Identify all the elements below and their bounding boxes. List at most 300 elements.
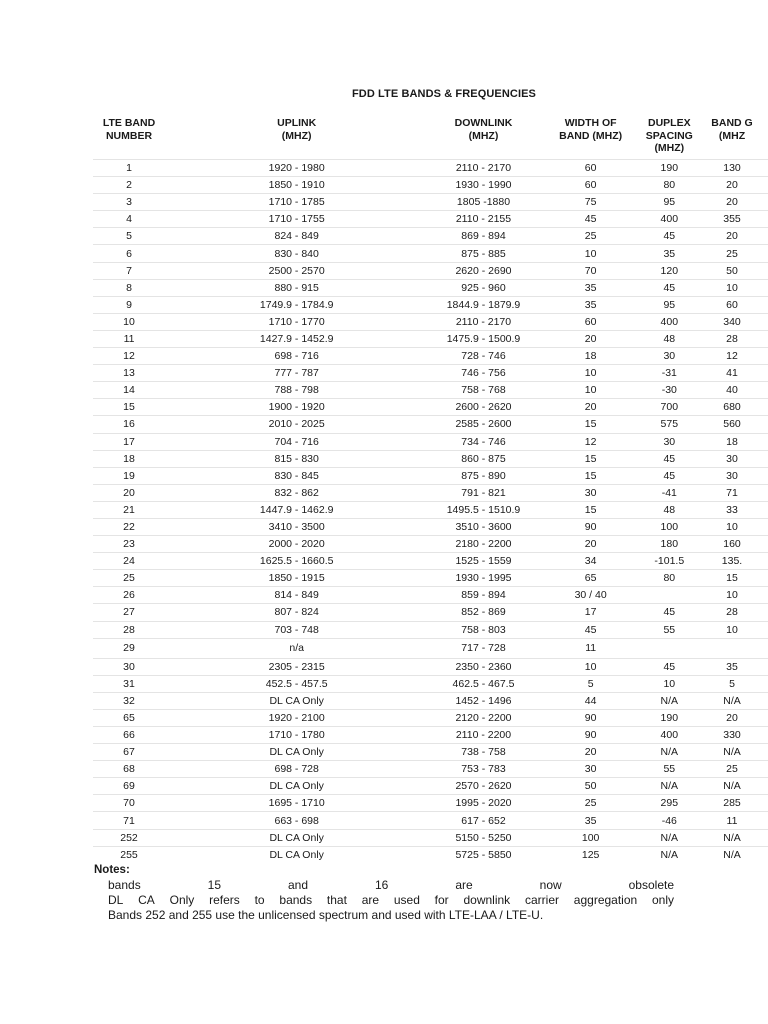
- cell-band-number: 31: [93, 675, 165, 692]
- cell-band-gap: 160: [696, 536, 768, 553]
- cell-band-number: 71: [93, 812, 165, 829]
- cell-duplex-spacing: 400: [643, 211, 696, 228]
- note-word: 15: [207, 878, 222, 892]
- cell-band-gap: [696, 638, 768, 658]
- note-word: carrier: [524, 893, 559, 907]
- cell-duplex-spacing: 700: [643, 399, 696, 416]
- cell-band-number: 14: [93, 382, 165, 399]
- cell-uplink: 452.5 - 457.5: [165, 675, 428, 692]
- cell-band-width: 15: [539, 416, 643, 433]
- header-band-width: [539, 117, 643, 160]
- cell-downlink: 2585 - 2600: [428, 416, 538, 433]
- cell-band-gap: 11: [696, 812, 768, 829]
- cell-band-width: 18: [539, 348, 643, 365]
- cell-downlink: 738 - 758: [428, 744, 538, 761]
- cell-band-gap: 50: [696, 262, 768, 279]
- cell-band-number: 8: [93, 279, 165, 296]
- cell-band-gap: 35: [696, 658, 768, 675]
- cell-uplink: 830 - 840: [165, 245, 428, 262]
- cell-band-width: 20: [539, 536, 643, 553]
- table-row: [93, 675, 768, 692]
- cell-downlink: 2110 - 2170: [428, 313, 538, 330]
- table-row: [93, 829, 768, 846]
- note-word: bands: [108, 878, 141, 892]
- cell-duplex-spacing: 80: [643, 177, 696, 194]
- cell-band-number: 26: [93, 587, 165, 604]
- header-band-gap-line: BAND G: [711, 117, 753, 129]
- note-word: to: [254, 893, 265, 907]
- cell-band-gap: N/A: [696, 744, 768, 761]
- cell-band-number: 255: [93, 846, 165, 863]
- cell-band-width: 30 / 40: [539, 587, 643, 604]
- cell-duplex-spacing: 95: [643, 296, 696, 313]
- note-word: aggregation: [573, 893, 638, 907]
- cell-band-gap: 40: [696, 382, 768, 399]
- cell-duplex-spacing: 45: [643, 279, 696, 296]
- cell-band-width: 35: [539, 812, 643, 829]
- note-word: are: [455, 878, 473, 892]
- cell-band-width: 10: [539, 365, 643, 382]
- table-row: [93, 330, 768, 347]
- cell-band-gap: 10: [696, 621, 768, 638]
- cell-downlink: 462.5 - 467.5: [428, 675, 538, 692]
- cell-uplink: 1695 - 1710: [165, 795, 428, 812]
- cell-downlink: 746 - 756: [428, 365, 538, 382]
- cell-downlink: 2110 - 2170: [428, 160, 538, 177]
- cell-duplex-spacing: 30: [643, 433, 696, 450]
- cell-uplink: 880 - 915: [165, 279, 428, 296]
- cell-uplink: 1710 - 1780: [165, 727, 428, 744]
- cell-band-gap: N/A: [696, 692, 768, 709]
- cell-band-width: 10: [539, 245, 643, 262]
- cell-downlink: 869 - 894: [428, 228, 538, 245]
- cell-duplex-spacing: -41: [643, 484, 696, 501]
- note-word: only: [651, 893, 674, 907]
- cell-band-gap: 28: [696, 604, 768, 621]
- table-row: [93, 194, 768, 211]
- note-word: and: [288, 878, 309, 892]
- table-body: [93, 160, 768, 863]
- cell-downlink: 852 - 869: [428, 604, 538, 621]
- cell-duplex-spacing: 295: [643, 795, 696, 812]
- cell-uplink: 777 - 787: [165, 365, 428, 382]
- table-row: [93, 416, 768, 433]
- cell-band-width: 35: [539, 296, 643, 313]
- header-uplink: [165, 117, 428, 160]
- cell-duplex-spacing: 45: [643, 604, 696, 621]
- cell-duplex-spacing: 30: [643, 348, 696, 365]
- lte-bands-table: [93, 117, 768, 863]
- cell-duplex-spacing: 95: [643, 194, 696, 211]
- cell-duplex-spacing: 48: [643, 501, 696, 518]
- cell-band-width: 5: [539, 675, 643, 692]
- cell-uplink: 3410 - 3500: [165, 518, 428, 535]
- cell-duplex-spacing: [643, 587, 696, 604]
- cell-band-width: 12: [539, 433, 643, 450]
- header-downlink: [428, 117, 538, 160]
- table-row: [93, 450, 768, 467]
- note-word: CA: [138, 893, 155, 907]
- cell-band-width: 45: [539, 211, 643, 228]
- cell-uplink: 1427.9 - 1452.9: [165, 330, 428, 347]
- cell-downlink: 5150 - 5250: [428, 829, 538, 846]
- cell-band-width: 11: [539, 638, 643, 658]
- cell-band-width: 20: [539, 330, 643, 347]
- cell-band-gap: 285: [696, 795, 768, 812]
- cell-downlink: 1995 - 2020: [428, 795, 538, 812]
- table-row: [93, 399, 768, 416]
- cell-uplink: 830 - 845: [165, 467, 428, 484]
- table-row: [93, 812, 768, 829]
- note-word: obsolete: [628, 878, 674, 892]
- cell-duplex-spacing: 575: [643, 416, 696, 433]
- cell-band-number: 25: [93, 570, 165, 587]
- cell-band-gap: 20: [696, 194, 768, 211]
- cell-band-number: 21: [93, 501, 165, 518]
- cell-uplink: n/a: [165, 638, 428, 658]
- cell-uplink: 703 - 748: [165, 621, 428, 638]
- header-duplex-spacing: [643, 117, 696, 160]
- table-row: [93, 709, 768, 726]
- cell-band-gap: 10: [696, 587, 768, 604]
- cell-band-number: 68: [93, 761, 165, 778]
- table-row: [93, 658, 768, 675]
- cell-downlink: 1525 - 1559: [428, 553, 538, 570]
- cell-band-number: 32: [93, 692, 165, 709]
- table-row: [93, 245, 768, 262]
- cell-band-width: 35: [539, 279, 643, 296]
- cell-uplink: 1850 - 1915: [165, 570, 428, 587]
- cell-downlink: 2620 - 2690: [428, 262, 538, 279]
- cell-band-width: 20: [539, 399, 643, 416]
- header-band-gap-line: (MHZ: [718, 129, 746, 142]
- cell-downlink: 875 - 885: [428, 245, 538, 262]
- cell-duplex-spacing: 45: [643, 467, 696, 484]
- cell-duplex-spacing: 100: [643, 518, 696, 535]
- cell-band-gap: 25: [696, 245, 768, 262]
- cell-band-number: 23: [93, 536, 165, 553]
- cell-downlink: 925 - 960: [428, 279, 538, 296]
- cell-band-width: 90: [539, 518, 643, 535]
- cell-duplex-spacing: 190: [643, 709, 696, 726]
- cell-duplex-spacing: 55: [643, 761, 696, 778]
- cell-duplex-spacing: 400: [643, 727, 696, 744]
- notes-label: Notes:: [94, 864, 130, 876]
- table-row: [93, 621, 768, 638]
- cell-band-number: 1: [93, 160, 165, 177]
- cell-duplex-spacing: 55: [643, 621, 696, 638]
- header-duplex-spacing-line: DUPLEX: [648, 117, 691, 129]
- cell-band-gap: 340: [696, 313, 768, 330]
- cell-band-gap: 355: [696, 211, 768, 228]
- table-row: [93, 638, 768, 658]
- cell-band-width: 60: [539, 160, 643, 177]
- cell-uplink: 814 - 849: [165, 587, 428, 604]
- cell-band-number: 24: [93, 553, 165, 570]
- cell-downlink: 2600 - 2620: [428, 399, 538, 416]
- header-band-width-line: WIDTH OF: [564, 117, 617, 129]
- cell-uplink: 1850 - 1910: [165, 177, 428, 194]
- cell-band-gap: 20: [696, 228, 768, 245]
- header-downlink-line: DOWNLINK: [454, 117, 513, 129]
- cell-downlink: 2350 - 2360: [428, 658, 538, 675]
- cell-duplex-spacing: 35: [643, 245, 696, 262]
- cell-downlink: 1930 - 1990: [428, 177, 538, 194]
- cell-band-number: 65: [93, 709, 165, 726]
- cell-downlink: 1930 - 1995: [428, 570, 538, 587]
- cell-band-width: 15: [539, 450, 643, 467]
- cell-band-width: 15: [539, 467, 643, 484]
- cell-band-number: 27: [93, 604, 165, 621]
- table-row: [93, 501, 768, 518]
- cell-downlink: 734 - 746: [428, 433, 538, 450]
- cell-band-gap: 18: [696, 433, 768, 450]
- page-title: FDD LTE BANDS & FREQUENCIES: [351, 88, 536, 100]
- cell-downlink: 728 - 746: [428, 348, 538, 365]
- table-row: [93, 484, 768, 501]
- cell-band-number: 10: [93, 313, 165, 330]
- note-dl-ca-only: [108, 893, 674, 908]
- cell-band-number: 13: [93, 365, 165, 382]
- cell-downlink: 2110 - 2155: [428, 211, 538, 228]
- cell-band-gap: 10: [696, 279, 768, 296]
- cell-downlink: 2110 - 2200: [428, 727, 538, 744]
- cell-duplex-spacing: -46: [643, 812, 696, 829]
- cell-band-gap: 680: [696, 399, 768, 416]
- cell-band-number: 7: [93, 262, 165, 279]
- header-uplink-line: UPLINK: [277, 117, 317, 129]
- cell-band-gap: 71: [696, 484, 768, 501]
- table-row: [93, 313, 768, 330]
- note-word: downlink: [463, 893, 511, 907]
- cell-duplex-spacing: -30: [643, 382, 696, 399]
- cell-downlink: 617 - 652: [428, 812, 538, 829]
- cell-duplex-spacing: 45: [643, 228, 696, 245]
- cell-downlink: 791 - 821: [428, 484, 538, 501]
- note-obsolete-bands: [108, 878, 674, 893]
- cell-band-number: 5: [93, 228, 165, 245]
- table-row: [93, 744, 768, 761]
- cell-band-gap: 60: [696, 296, 768, 313]
- cell-band-number: 9: [93, 296, 165, 313]
- table-row: [93, 727, 768, 744]
- cell-uplink: 815 - 830: [165, 450, 428, 467]
- header-band-gap: [696, 117, 768, 160]
- cell-band-number: 22: [93, 518, 165, 535]
- cell-duplex-spacing: 45: [643, 450, 696, 467]
- cell-band-number: 20: [93, 484, 165, 501]
- header-downlink-line: (MHZ): [468, 129, 499, 142]
- cell-band-width: 65: [539, 570, 643, 587]
- cell-uplink: DL CA Only: [165, 692, 428, 709]
- cell-uplink: DL CA Only: [165, 829, 428, 846]
- cell-band-width: 70: [539, 262, 643, 279]
- cell-band-number: 69: [93, 778, 165, 795]
- cell-uplink: 1749.9 - 1784.9: [165, 296, 428, 313]
- table-row: [93, 433, 768, 450]
- cell-duplex-spacing: -31: [643, 365, 696, 382]
- table-row: [93, 846, 768, 863]
- cell-band-width: 45: [539, 621, 643, 638]
- note-word: for: [434, 893, 449, 907]
- cell-band-gap: N/A: [696, 778, 768, 795]
- table-row: [93, 228, 768, 245]
- note-word: DL: [108, 893, 124, 907]
- cell-uplink: DL CA Only: [165, 846, 428, 863]
- cell-downlink: 1495.5 - 1510.9: [428, 501, 538, 518]
- table-row: [93, 604, 768, 621]
- cell-uplink: DL CA Only: [165, 778, 428, 795]
- table-row: [93, 587, 768, 604]
- table-row: [93, 692, 768, 709]
- cell-band-number: 15: [93, 399, 165, 416]
- cell-band-gap: N/A: [696, 846, 768, 863]
- cell-band-width: 50: [539, 778, 643, 795]
- cell-uplink: 698 - 716: [165, 348, 428, 365]
- note-word: bands: [279, 893, 313, 907]
- cell-band-number: 12: [93, 348, 165, 365]
- cell-uplink: 2010 - 2025: [165, 416, 428, 433]
- cell-downlink: 5725 - 5850: [428, 846, 538, 863]
- cell-band-number: 17: [93, 433, 165, 450]
- cell-uplink: 1447.9 - 1462.9: [165, 501, 428, 518]
- cell-downlink: 2570 - 2620: [428, 778, 538, 795]
- cell-uplink: 663 - 698: [165, 812, 428, 829]
- table-row: [93, 382, 768, 399]
- table-row: [93, 553, 768, 570]
- cell-uplink: 807 - 824: [165, 604, 428, 621]
- cell-band-width: 25: [539, 228, 643, 245]
- cell-downlink: 758 - 803: [428, 621, 538, 638]
- table-row: [93, 761, 768, 778]
- cell-duplex-spacing: 48: [643, 330, 696, 347]
- cell-band-width: 30: [539, 484, 643, 501]
- cell-uplink: DL CA Only: [165, 744, 428, 761]
- cell-duplex-spacing: 80: [643, 570, 696, 587]
- cell-band-number: 18: [93, 450, 165, 467]
- cell-downlink: 860 - 875: [428, 450, 538, 467]
- cell-downlink: 758 - 768: [428, 382, 538, 399]
- cell-band-gap: 25: [696, 761, 768, 778]
- table-row: [93, 211, 768, 228]
- cell-downlink: 717 - 728: [428, 638, 538, 658]
- table-header-row: [93, 117, 768, 160]
- cell-uplink: 1710 - 1785: [165, 194, 428, 211]
- cell-band-width: 44: [539, 692, 643, 709]
- cell-band-width: 60: [539, 313, 643, 330]
- cell-band-width: 20: [539, 744, 643, 761]
- cell-band-width: 75: [539, 194, 643, 211]
- cell-band-number: 16: [93, 416, 165, 433]
- note-word: 16: [375, 878, 389, 892]
- cell-band-width: 125: [539, 846, 643, 863]
- cell-band-width: 30: [539, 761, 643, 778]
- header-duplex-spacing-line: (MHZ): [654, 142, 685, 154]
- cell-band-number: 29: [93, 638, 165, 658]
- cell-downlink: 2120 - 2200: [428, 709, 538, 726]
- cell-duplex-spacing: [643, 638, 696, 658]
- cell-band-number: 11: [93, 330, 165, 347]
- cell-uplink: 698 - 728: [165, 761, 428, 778]
- header-band-number-line: NUMBER: [105, 129, 153, 142]
- cell-downlink: 875 - 890: [428, 467, 538, 484]
- cell-band-width: 60: [539, 177, 643, 194]
- note-word: that: [326, 893, 347, 907]
- cell-duplex-spacing: 10: [643, 675, 696, 692]
- cell-duplex-spacing: 180: [643, 536, 696, 553]
- cell-downlink: 1844.9 - 1879.9: [428, 296, 538, 313]
- note-word: are: [361, 893, 380, 907]
- table-row: [93, 365, 768, 382]
- cell-band-width: 34: [539, 553, 643, 570]
- cell-band-gap: 330: [696, 727, 768, 744]
- cell-band-gap: 12: [696, 348, 768, 365]
- header-band-width-line: BAND (MHZ): [559, 129, 623, 142]
- cell-band-number: 4: [93, 211, 165, 228]
- cell-band-number: 70: [93, 795, 165, 812]
- table-row: [93, 348, 768, 365]
- cell-duplex-spacing: -101.5: [643, 553, 696, 570]
- cell-uplink: 824 - 849: [165, 228, 428, 245]
- cell-band-gap: 28: [696, 330, 768, 347]
- header-uplink-line: (MHZ): [281, 129, 312, 142]
- table-row: [93, 160, 768, 177]
- cell-band-number: 6: [93, 245, 165, 262]
- cell-band-width: 90: [539, 709, 643, 726]
- cell-band-width: 10: [539, 382, 643, 399]
- cell-downlink: 3510 - 3600: [428, 518, 538, 535]
- cell-band-number: 66: [93, 727, 165, 744]
- cell-band-number: 2: [93, 177, 165, 194]
- table-row: [93, 536, 768, 553]
- cell-duplex-spacing: N/A: [643, 692, 696, 709]
- cell-band-width: 90: [539, 727, 643, 744]
- note-word: refers: [209, 893, 240, 907]
- cell-uplink: 2500 - 2570: [165, 262, 428, 279]
- cell-band-width: 25: [539, 795, 643, 812]
- cell-band-gap: 10: [696, 518, 768, 535]
- cell-band-gap: 5: [696, 675, 768, 692]
- cell-uplink: 1920 - 2100: [165, 709, 428, 726]
- cell-duplex-spacing: N/A: [643, 846, 696, 863]
- cell-band-gap: 560: [696, 416, 768, 433]
- note-word: Only: [169, 893, 195, 907]
- table-row: [93, 467, 768, 484]
- cell-uplink: 832 - 862: [165, 484, 428, 501]
- cell-downlink: 1475.9 - 1500.9: [428, 330, 538, 347]
- cell-band-gap: N/A: [696, 829, 768, 846]
- cell-uplink: 2000 - 2020: [165, 536, 428, 553]
- cell-duplex-spacing: N/A: [643, 744, 696, 761]
- cell-downlink: 2180 - 2200: [428, 536, 538, 553]
- table-row: [93, 177, 768, 194]
- note-word: now: [539, 878, 562, 892]
- table-row: [93, 570, 768, 587]
- table-row: [93, 778, 768, 795]
- cell-band-gap: 130: [696, 160, 768, 177]
- cell-uplink: 1900 - 1920: [165, 399, 428, 416]
- cell-duplex-spacing: N/A: [643, 778, 696, 795]
- cell-downlink: 753 - 783: [428, 761, 538, 778]
- table-row: [93, 296, 768, 313]
- cell-uplink: 1710 - 1770: [165, 313, 428, 330]
- note-unlicensed-bands: Bands 252 and 255 use the unlicensed spectrum and used with LTE-LAA / LTE-U.: [108, 908, 544, 922]
- cell-band-number: 19: [93, 467, 165, 484]
- table-row: [93, 279, 768, 296]
- cell-downlink: 1452 - 1496: [428, 692, 538, 709]
- cell-uplink: 1625.5 - 1660.5: [165, 553, 428, 570]
- header-duplex-spacing-line: SPACING: [645, 129, 693, 142]
